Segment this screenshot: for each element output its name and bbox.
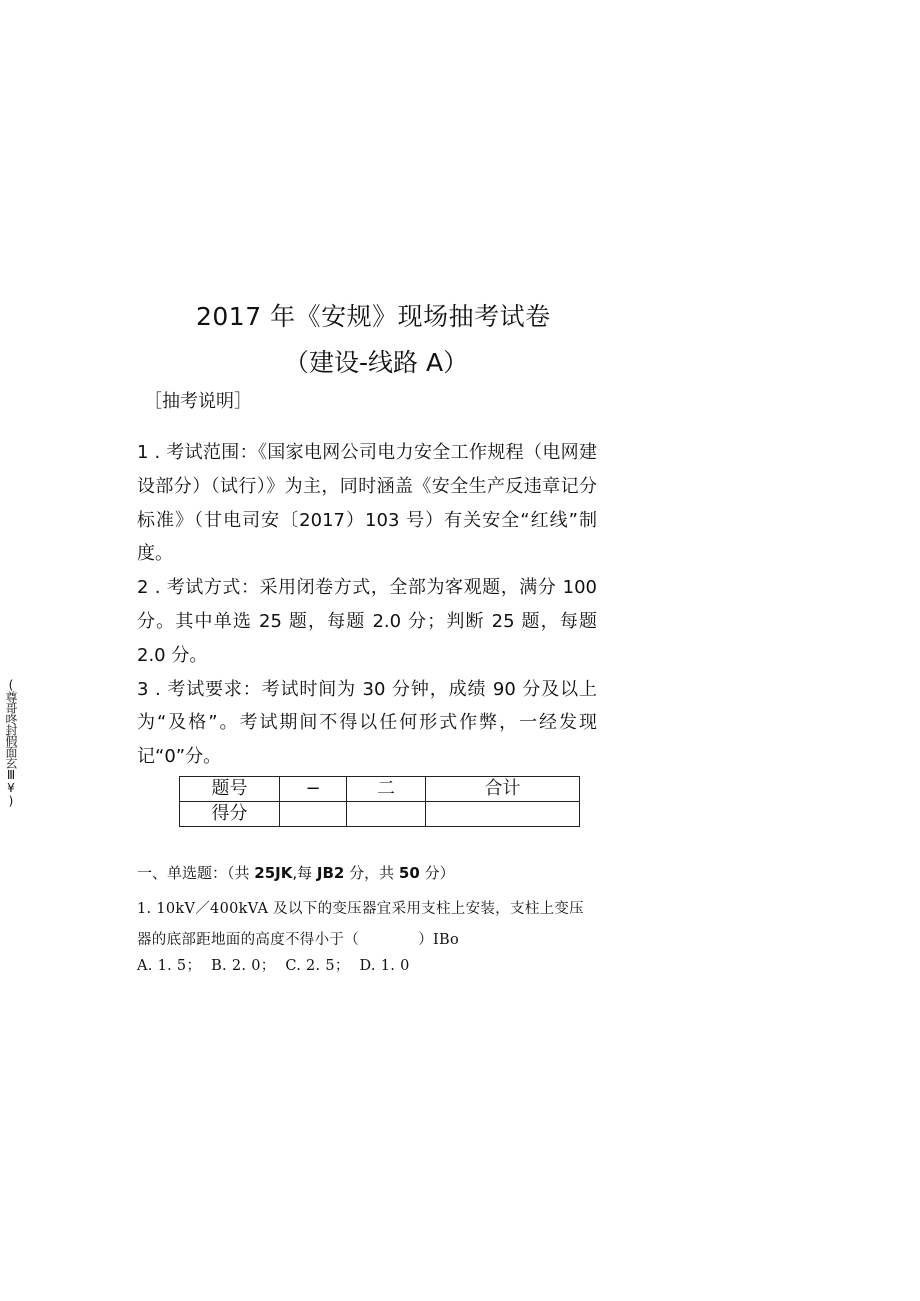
question-1-line-2: 器的底部距地面的高度不得小于（ ）IBo <box>137 932 460 948</box>
score-table-cell <box>426 802 580 827</box>
section-one-count: 25JK <box>254 864 293 882</box>
score-table-header-cell: 二 <box>346 777 425 802</box>
score-table-cell <box>280 802 347 827</box>
instruction-scope: 1 . 考试范围：《国家电网公司电力安全工作规程（电网建设部分）（试行）》为主，同时涵盖《安全生产反违章记分标准》（甘电司安〔2017）103 号）有关安全“红线”制度。 <box>137 442 597 565</box>
section-one-each: JB2 <box>316 864 345 882</box>
score-table-cell: 得分 <box>180 802 280 827</box>
score-table-header-cell: − <box>280 777 347 802</box>
exam-subtitle: （建设-线路 A） <box>284 348 469 377</box>
section-one-heading <box>137 862 455 884</box>
side-margin-text: (尊哥咚封假面玄Ⅲ¥) <box>4 678 18 807</box>
section-one-total: 50 <box>398 864 420 882</box>
instruction-requirement: 3 . 考试要求：考试时间为 30 分钟，成绩 90 分及以上为“及格”。考试期间不得以任何形式作弊，一经发现记“0”分。 <box>137 678 597 768</box>
score-table-header-cell: 合计 <box>426 777 580 802</box>
instructions-body <box>137 436 597 774</box>
instructions-label: ［抽考说明］ <box>144 391 252 412</box>
score-table-header-row <box>180 777 580 802</box>
question-1-line-1: 1. 10kV／400kVA 及以下的变压器宜采用支柱上安装，支柱上变压 <box>137 901 584 917</box>
section-one-mid: ,每 <box>292 864 317 882</box>
score-table <box>179 776 580 827</box>
exam-title: 2017 年《安规》现场抽考试卷 <box>196 302 551 331</box>
section-one-suffix: 分） <box>419 864 455 882</box>
score-table-header-cell: 题号 <box>180 777 280 802</box>
section-one-mid2: 分，共 <box>344 864 399 882</box>
question-1 <box>137 894 587 956</box>
score-table-cell <box>346 802 425 827</box>
section-one-prefix: 一、单选题：（共 <box>137 864 255 882</box>
instruction-method: 2 . 考试方式：采用闭卷方式，全部为客观题，满分 100 分。其中单选 25 题，每题 2.0 分；判断 25 题，每题 2.0 分。 <box>137 577 597 666</box>
question-1-options: A. 1. 5； B. 2. 0； C. 2. 5； D. 1. 0 <box>137 958 410 974</box>
score-table-row <box>180 802 580 827</box>
